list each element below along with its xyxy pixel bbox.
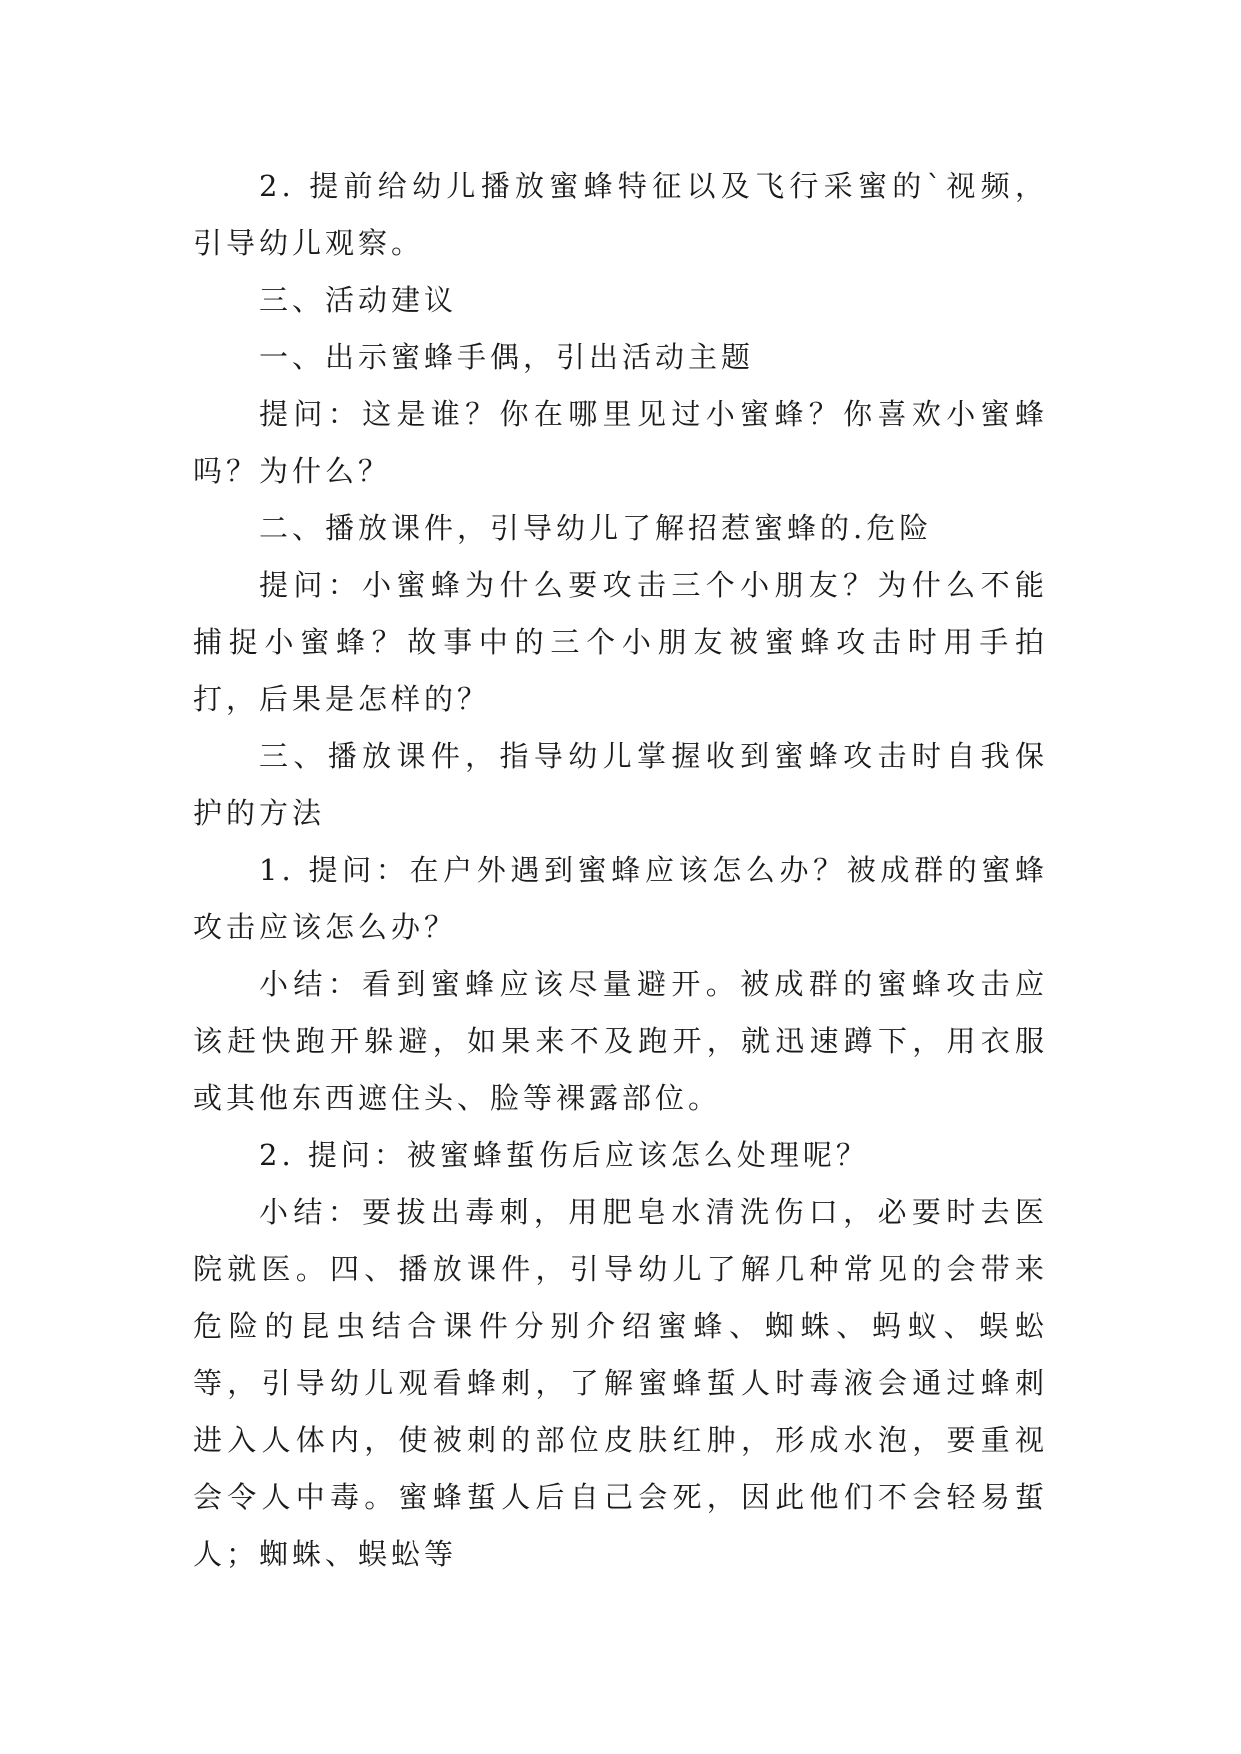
paragraph-question-attack: 提问：小蜜蜂为什么要攻击三个小朋友？为什么不能捕捉小蜜蜂？故事中的三个小朋友被蜜蜂攻击时用手拍打，后果是怎样的？ [193,568,1048,716]
heading-self-protection: 三、播放课件，指导幼儿掌握收到蜜蜂攻击时自我保护的方法 [193,739,1048,830]
paragraph-preparation-video: 2. 提前给幼儿播放蜜蜂特征以及飞行采蜜的`视频，引导幼儿观察。 [193,169,1048,260]
heading-show-bee-puppet: 一、出示蜜蜂手偶，引出活动主题 [259,340,755,374]
heading-activity-suggestions: 三、活动建议 [259,283,458,317]
paragraph-summary-treatment: 小结：要拔出毒刺，用肥皂水清洗伤口，必要时去医院就医。四、播放课件，引导幼儿了解几种常见的会带来危险的昆虫结合课件分别介绍蜜蜂、蜘蛛、蚂蚁、蜈蚣等，引导幼儿观看蜂刺，了解蜜蜂蜇人时毒液会通过蜂刺进入人体内，使被刺的部位皮肤红肿，形成水泡，要重视会令人中毒。蜜蜂蜇人后自己会死，因此他们不会轻易蜇人；蜘蛛、蜈蚣等 [193,1195,1048,1571]
document-body [193,158,1048,1583]
paragraph-question-who: 提问：这是谁？你在哪里见过小蜜蜂？你喜欢小蜜蜂吗？为什么？ [193,397,1048,488]
heading-play-courseware-danger: 二、播放课件，引导幼儿了解招惹蜜蜂的.危险 [259,511,933,545]
paragraph-question-sting: 2. 提问：被蜜蜂蜇伤后应该怎么处理呢？ [259,1138,869,1172]
paragraph-question-outdoor: 1. 提问：在户外遇到蜜蜂应该怎么办？被成群的蜜蜂攻击应该怎么办？ [193,853,1048,944]
paragraph-summary-avoid: 小结：看到蜜蜂应该尽量避开。被成群的蜜蜂攻击应该赶快跑开躲避，如果来不及跑开，就迅速蹲下，用衣服或其他东西遮住头、脸等裸露部位。 [193,967,1048,1115]
